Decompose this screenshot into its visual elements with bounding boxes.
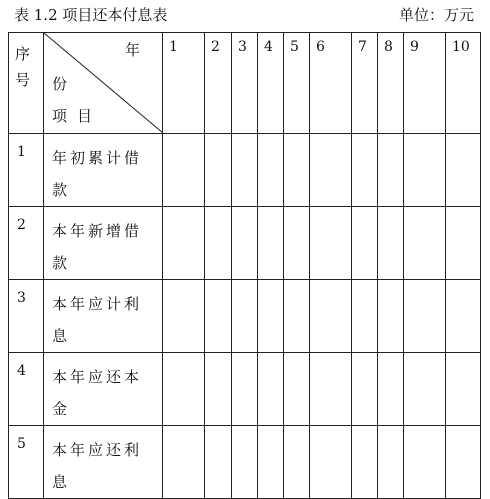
value-cell: [352, 207, 378, 280]
seq-cell: [9, 353, 44, 426]
value-cell: [163, 134, 205, 207]
value-cell: [163, 207, 205, 280]
unit-label: 单位：万元: [398, 6, 474, 24]
value-cell: [232, 280, 258, 353]
table-title: 表 1.2 项目还本付息表: [14, 6, 168, 24]
year-header-8: [378, 33, 404, 134]
value-cell: [310, 426, 352, 499]
value-cell: [352, 426, 378, 499]
year-number: 8: [384, 39, 393, 55]
seq-header-line1: 序: [15, 45, 31, 63]
value-cell: [446, 280, 481, 353]
value-cell: [205, 280, 232, 353]
item-cell: [44, 353, 163, 426]
year-number: 3: [238, 39, 247, 55]
seq-header-line2: 号: [15, 71, 31, 89]
year-header-6: [310, 33, 352, 134]
year-number: 1: [169, 39, 178, 55]
value-cell: [284, 207, 310, 280]
year-header-9: [404, 33, 446, 134]
value-cell: [205, 207, 232, 280]
value-cell: [205, 353, 232, 426]
header-row: [9, 33, 481, 134]
value-cell: [446, 353, 481, 426]
year-header-4: [258, 33, 284, 134]
repayment-table: [8, 32, 481, 499]
table-row: [9, 207, 481, 280]
value-cell: [446, 134, 481, 207]
year-number: 9: [410, 39, 419, 55]
value-cell: [352, 353, 378, 426]
year-number: 10: [452, 39, 470, 55]
value-cell: [404, 280, 446, 353]
table-row: [9, 134, 481, 207]
table-row: [9, 280, 481, 353]
item-label: 本年应还利息: [52, 441, 143, 491]
year-axis-label-2: 份: [52, 75, 68, 93]
seq-cell: [9, 426, 44, 499]
value-cell: [258, 426, 284, 499]
value-cell: [310, 280, 352, 353]
value-cell: [404, 207, 446, 280]
year-header-1: [163, 33, 205, 134]
value-cell: [352, 134, 378, 207]
item-cell: [44, 426, 163, 499]
item-cell: [44, 280, 163, 353]
seq-cell: [9, 280, 44, 353]
seq-header-cell: [9, 33, 44, 134]
value-cell: [258, 207, 284, 280]
value-cell: [232, 134, 258, 207]
year-header-7: [352, 33, 378, 134]
value-cell: [258, 353, 284, 426]
seq-number: 3: [17, 290, 26, 306]
value-cell: [378, 353, 404, 426]
value-cell: [284, 353, 310, 426]
seq-number: 1: [17, 144, 26, 160]
seq-cell: [9, 134, 44, 207]
item-label: 本年应还本金: [52, 368, 143, 418]
value-cell: [352, 280, 378, 353]
value-cell: [232, 353, 258, 426]
value-cell: [205, 426, 232, 499]
value-cell: [284, 134, 310, 207]
value-cell: [163, 280, 205, 353]
table-row: [9, 353, 481, 426]
year-header-2: [205, 33, 232, 134]
value-cell: [404, 426, 446, 499]
year-number: 5: [290, 39, 299, 55]
year-number: 4: [264, 39, 273, 55]
seq-number: 5: [17, 436, 26, 452]
value-cell: [284, 280, 310, 353]
seq-number: 4: [17, 363, 26, 379]
value-cell: [258, 134, 284, 207]
item-cell: [44, 134, 163, 207]
item-axis-label: 项目: [52, 107, 103, 125]
value-cell: [232, 426, 258, 499]
year-header-3: [232, 33, 258, 134]
value-cell: [378, 280, 404, 353]
value-cell: [446, 426, 481, 499]
year-header-5: [284, 33, 310, 134]
value-cell: [284, 426, 310, 499]
year-number: 2: [211, 39, 220, 55]
value-cell: [310, 134, 352, 207]
value-cell: [163, 353, 205, 426]
value-cell: [404, 353, 446, 426]
value-cell: [310, 207, 352, 280]
value-cell: [232, 207, 258, 280]
item-label: 年初累计借款: [52, 149, 143, 199]
seq-cell: [9, 207, 44, 280]
table-row: [9, 426, 481, 499]
value-cell: [205, 134, 232, 207]
value-cell: [378, 134, 404, 207]
diagonal-header-cell: [44, 33, 163, 134]
value-cell: [404, 134, 446, 207]
value-cell: [163, 426, 205, 499]
year-header-10: [446, 33, 481, 134]
value-cell: [378, 426, 404, 499]
seq-number: 2: [17, 217, 26, 233]
item-label: 本年新增借款: [52, 222, 143, 272]
year-axis-label: 年: [124, 41, 140, 59]
item-label: 本年应计利息: [52, 295, 143, 345]
value-cell: [378, 207, 404, 280]
value-cell: [310, 353, 352, 426]
year-number: 7: [358, 39, 367, 55]
year-number: 6: [316, 39, 325, 55]
value-cell: [446, 207, 481, 280]
item-cell: [44, 207, 163, 280]
table-caption: [14, 4, 476, 26]
value-cell: [258, 280, 284, 353]
